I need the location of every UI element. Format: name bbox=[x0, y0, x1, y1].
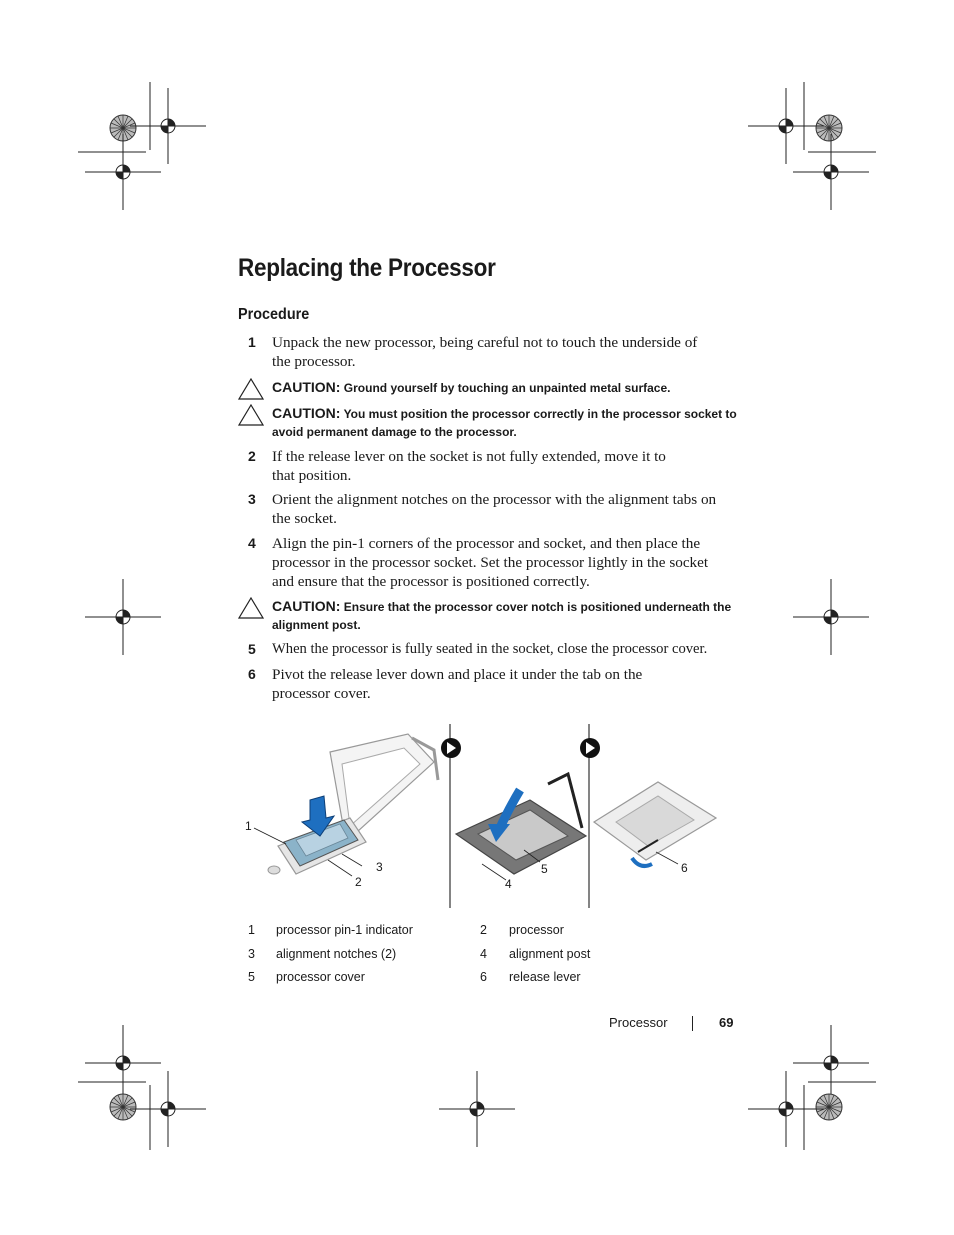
caution-icon bbox=[238, 404, 264, 426]
caution-text: You must position the processor correctly in the processor socket to avoid permanent damage to the processor. bbox=[272, 407, 737, 439]
step-number: 5 bbox=[248, 641, 256, 657]
caution-text: Ensure that the processor cover notch is positioned underneath the alignment post. bbox=[272, 600, 732, 632]
footer-section: Processor bbox=[609, 1015, 668, 1030]
step-number: 2 bbox=[248, 448, 256, 464]
legend-text: processor cover bbox=[276, 970, 365, 984]
legend-text: alignment post bbox=[509, 947, 591, 961]
legend-row bbox=[248, 923, 728, 943]
legend-row bbox=[248, 947, 728, 967]
caution-label: CAUTION: bbox=[272, 379, 341, 395]
caution-2 bbox=[238, 404, 748, 442]
panel-closed-socket bbox=[594, 782, 716, 866]
caution-icon bbox=[238, 597, 264, 619]
caution-label: CAUTION: bbox=[272, 598, 341, 614]
caution-text: Ground yourself by touching an unpainted metal surface. bbox=[343, 381, 671, 395]
panel-closing-cover bbox=[456, 774, 586, 880]
step-number: 3 bbox=[248, 491, 256, 507]
step-number: 6 bbox=[248, 666, 256, 682]
legend-number: 5 bbox=[248, 970, 255, 984]
step-4 bbox=[248, 534, 748, 592]
next-step-icon bbox=[441, 738, 461, 758]
step-text: If the release lever on the socket is not fully extended, move it to that position. bbox=[272, 448, 666, 484]
step-text: Pivot the release lever down and place it under the tab on the processor cover. bbox=[272, 666, 643, 702]
caution-label: CAUTION: bbox=[272, 405, 341, 421]
legend-number: 6 bbox=[480, 970, 487, 984]
step-2 bbox=[248, 447, 748, 487]
figure-illustration bbox=[238, 724, 738, 910]
legend-number: 2 bbox=[480, 923, 487, 937]
legend-number: 3 bbox=[248, 947, 255, 961]
processor-installation-figure bbox=[238, 724, 738, 910]
legend-text: release lever bbox=[509, 970, 581, 984]
caution-1 bbox=[238, 378, 748, 398]
caution-3 bbox=[238, 597, 748, 635]
page-title: Replacing the Processor bbox=[238, 254, 496, 282]
step-6 bbox=[248, 665, 748, 705]
step-5 bbox=[248, 640, 748, 660]
legend-text: alignment notches (2) bbox=[276, 947, 397, 961]
step-number: 4 bbox=[248, 535, 256, 551]
legend-number: 1 bbox=[248, 923, 255, 937]
legend-text: processor pin-1 indicator bbox=[276, 923, 413, 937]
step-text: When the processor is fully seated in the socket, close the processor cover. bbox=[272, 641, 708, 657]
callout-5: 5 bbox=[541, 862, 548, 876]
footer-divider bbox=[692, 1016, 693, 1031]
legend-number: 4 bbox=[480, 947, 487, 961]
callout-6: 6 bbox=[681, 861, 688, 875]
step-text: Unpack the new processor, being careful not to touch the underside of the processor. bbox=[272, 334, 698, 370]
callout-1: 1 bbox=[245, 819, 252, 833]
next-step-icon bbox=[580, 738, 600, 758]
caution-icon bbox=[238, 378, 264, 400]
callout-4: 4 bbox=[505, 877, 512, 891]
callout-2: 2 bbox=[355, 875, 362, 889]
step-1 bbox=[248, 333, 748, 373]
step-3 bbox=[248, 490, 748, 530]
section-heading: Procedure bbox=[238, 306, 310, 323]
legend-text: processor bbox=[509, 923, 564, 937]
step-text: Align the pin-1 corners of the processor and socket, and then place the processor in the processor socket. Set the processor lightly in the socket and ensure that the processor is positioned correctly. bbox=[272, 535, 709, 590]
page-number: 69 bbox=[719, 1015, 734, 1030]
callout-3: 3 bbox=[376, 860, 383, 874]
step-text: Orient the alignment notches on the processor with the alignment tabs on the socket. bbox=[272, 491, 717, 527]
step-number: 1 bbox=[248, 334, 256, 350]
legend-row bbox=[248, 970, 728, 990]
panel-open-socket bbox=[254, 734, 438, 876]
